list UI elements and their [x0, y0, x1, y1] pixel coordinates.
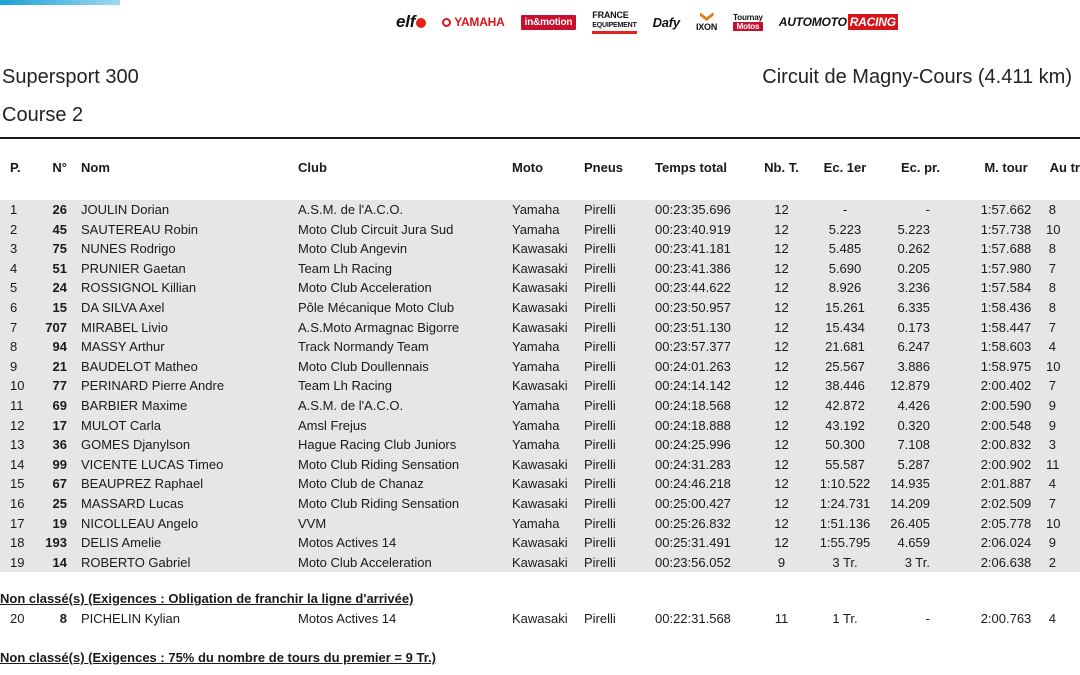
cell-pos: 2	[0, 220, 40, 240]
cell-laps: 12	[759, 474, 804, 494]
cell-at-lap: 4	[1046, 337, 1080, 357]
cell-tyres: Pirelli	[584, 455, 655, 475]
cell-moto: Yamaha	[512, 416, 584, 436]
cell-tyres: Pirelli	[584, 514, 655, 534]
cell-num: 77	[40, 376, 81, 396]
cell-at-lap: 7	[1046, 259, 1080, 279]
cell-pos: 18	[0, 533, 40, 553]
cell-best-lap: 1:57.738	[966, 220, 1046, 240]
cell-best-lap: 2:00.832	[966, 435, 1046, 455]
category-title: Supersport 300	[2, 66, 139, 88]
cell-tyres: Pirelli	[584, 278, 655, 298]
cell-laps: 12	[759, 239, 804, 259]
cell-laps: 12	[759, 298, 804, 318]
cell-name: MASSARD Lucas	[81, 494, 298, 514]
cell-name: DA SILVA Axel	[81, 298, 298, 318]
cell-num: 99	[40, 455, 81, 475]
elf-logo: elf	[396, 12, 426, 32]
cell-tyres: Pirelli	[584, 259, 655, 279]
cell-gap-first: 5.223	[804, 220, 886, 240]
cell-name: BAUDELOT Matheo	[81, 357, 298, 377]
cell-num: 24	[40, 278, 81, 298]
cell-moto: Kawasaki	[512, 318, 584, 338]
cell-total-time: 00:23:50.957	[655, 298, 759, 318]
cell-club: VVM	[298, 514, 512, 534]
col-tyres: Pneus	[584, 159, 624, 175]
table-row	[0, 220, 1080, 240]
cell-laps: 12	[759, 533, 804, 553]
cell-club: Track Normandy Team	[298, 337, 512, 357]
cell-num: 25	[40, 494, 81, 514]
cell-best-lap: 2:06.024	[966, 533, 1046, 553]
cell-gap-prev: 6.335	[886, 298, 966, 318]
cell-club: Hague Racing Club Juniors	[298, 435, 512, 455]
cell-gap-first: 1:24.731	[804, 494, 886, 514]
cell-tyres: Pirelli	[584, 396, 655, 416]
unclassified-table-1	[0, 609, 1080, 629]
cell-total-time: 00:23:41.386	[655, 259, 759, 279]
cell-tyres: Pirelli	[584, 553, 655, 573]
dafy-logo: Dafy	[652, 14, 680, 30]
cell-best-lap: 2:00.763	[980, 611, 1032, 626]
cell-moto: Yamaha	[512, 514, 584, 534]
cell-club: Motos Actives 14	[298, 533, 512, 553]
cell-tyres: Pirelli	[584, 200, 655, 220]
cell-club: Team Lh Racing	[298, 259, 512, 279]
cell-at-lap: 9	[1046, 533, 1080, 553]
cell-moto: Kawasaki	[512, 239, 584, 259]
cell-laps: 12	[759, 435, 804, 455]
table-row	[0, 494, 1080, 514]
cell-name: GOMES Djanylson	[81, 435, 298, 455]
cell-num: 75	[40, 239, 81, 259]
cell-pos: 3	[0, 239, 40, 259]
cell-tyres: Pirelli	[584, 337, 655, 357]
cell-best-lap: 2:00.548	[966, 416, 1046, 436]
cell-laps: 12	[759, 455, 804, 475]
cell-gap-first: 42.872	[804, 396, 886, 416]
cell-total-time: 00:23:35.696	[655, 200, 759, 220]
header-divider	[0, 137, 1080, 139]
table-row	[0, 396, 1080, 416]
ixon-logo: IXON	[696, 12, 717, 32]
cell-moto: Kawasaki	[512, 298, 584, 318]
cell-gap-prev: 0.205	[886, 259, 966, 279]
table-row	[0, 474, 1080, 494]
cell-gap-prev: 6.247	[886, 337, 966, 357]
cell-moto: Yamaha	[512, 220, 584, 240]
cell-gap-first: 1:51.136	[804, 514, 886, 534]
cell-pos: 14	[0, 455, 40, 475]
cell-name: ROBERTO Gabriel	[81, 553, 298, 573]
cell-tyres: Pirelli	[584, 435, 655, 455]
cell-best-lap: 1:58.447	[966, 318, 1046, 338]
table-row	[0, 435, 1080, 455]
cell-pos: 1	[0, 200, 40, 220]
cell-best-lap: 2:00.402	[966, 376, 1046, 396]
race-title: Course 2	[2, 104, 84, 126]
cell-best-lap: 1:57.584	[966, 278, 1046, 298]
cell-total-time: 00:25:00.427	[655, 494, 759, 514]
cell-gap-first: 55.587	[804, 455, 886, 475]
cell-moto: Kawasaki	[512, 455, 584, 475]
cell-pos: 8	[0, 337, 40, 357]
sponsor-bar	[0, 0, 1080, 44]
cell-best-lap: 2:00.902	[966, 455, 1046, 475]
cell-club: Moto Club Doullennais	[298, 357, 512, 377]
cell-total-time: 00:24:14.142	[655, 376, 759, 396]
cell-total-time: 00:25:26.832	[655, 514, 759, 534]
cell-at-lap: 10	[1046, 514, 1080, 534]
cell-moto: Kawasaki	[512, 494, 584, 514]
col-name: Nom	[81, 159, 110, 175]
cell-gap-first: 15.261	[804, 298, 886, 318]
cell-num: 707	[40, 318, 81, 338]
cell-tyres: Pirelli	[584, 533, 655, 553]
cell-num: 15	[40, 298, 81, 318]
col-total-time: Temps total	[655, 159, 727, 175]
cell-name: MASSY Arthur	[81, 337, 298, 357]
cell-club: Moto Club Acceleration	[298, 278, 512, 298]
cell-gap-prev: -	[886, 200, 966, 220]
cell-total-time: 00:24:18.888	[655, 416, 759, 436]
cell-pos: 4	[0, 259, 40, 279]
cell-best-lap: 2:00.590	[966, 396, 1046, 416]
cell-num: 19	[40, 514, 81, 534]
cell-gap-prev: 0.262	[886, 239, 966, 259]
cell-pos: 16	[0, 494, 40, 514]
cell-best-lap: 1:57.688	[966, 239, 1046, 259]
cell-laps: 12	[759, 259, 804, 279]
cell-moto: Kawasaki	[512, 533, 584, 553]
cell-at-lap: 8	[1046, 298, 1080, 318]
cell-moto: Yamaha	[512, 200, 584, 220]
tournay-motos-logo: Tournay Motos	[733, 13, 763, 31]
cell-gap-first: 1 Tr.	[832, 611, 858, 626]
cell-tyres: Pirelli	[584, 220, 655, 240]
cell-laps: 9	[759, 553, 804, 573]
cell-best-lap: 1:57.980	[966, 259, 1046, 279]
cell-num: 67	[40, 474, 81, 494]
col-moto: Moto	[512, 159, 544, 175]
inmotion-logo: in&motion	[521, 15, 577, 30]
cell-at-lap: 10	[1046, 357, 1080, 377]
cell-num: 14	[40, 553, 81, 573]
cell-best-lap: 2:06.638	[966, 553, 1046, 573]
cell-moto: Yamaha	[512, 435, 584, 455]
cell-at-lap: 8	[1046, 278, 1080, 298]
cell-at-lap: 7	[1046, 494, 1080, 514]
cell-total-time: 00:24:01.263	[655, 357, 759, 377]
cell-num: 94	[40, 337, 81, 357]
cell-num: 51	[40, 259, 81, 279]
cell-gap-prev: 3.886	[886, 357, 966, 377]
cell-club: Moto Club Circuit Jura Sud	[298, 220, 512, 240]
cell-laps: 12	[759, 220, 804, 240]
cell-at-lap: 8	[1046, 239, 1080, 259]
table-row	[0, 318, 1080, 338]
cell-name: ROSSIGNOL Killian	[81, 278, 298, 298]
cell-at-lap: 8	[1046, 200, 1080, 220]
cell-at-lap: 7	[1046, 376, 1080, 396]
table-row	[0, 376, 1080, 396]
cell-num: 69	[40, 396, 81, 416]
cell-pos: 7	[0, 318, 40, 338]
sponsor-logos	[396, 11, 898, 33]
results-header-row	[0, 156, 1080, 178]
col-at-lap: Au tr	[1049, 159, 1080, 175]
cell-total-time: 00:23:51.130	[655, 318, 759, 338]
cell-total-time: 00:24:18.568	[655, 396, 759, 416]
col-pos: P.	[10, 159, 21, 175]
cell-gap-prev: 14.935	[886, 474, 966, 494]
cell-laps: 12	[759, 318, 804, 338]
cell-total-time: 00:23:40.919	[655, 220, 759, 240]
cell-club: Moto Club Acceleration	[298, 553, 512, 573]
cell-pos: 13	[0, 435, 40, 455]
table-row	[0, 278, 1080, 298]
cell-club: A.S.Moto Armagnac Bigorre	[298, 318, 512, 338]
cell-num: 36	[40, 435, 81, 455]
cell-tyres: Pirelli	[584, 239, 655, 259]
cell-name: NICOLLEAU Angelo	[81, 514, 298, 534]
cell-club: A.S.M. de l'A.C.O.	[298, 396, 512, 416]
table-row	[0, 553, 1080, 573]
cell-num: 17	[40, 416, 81, 436]
table-row	[0, 357, 1080, 377]
cell-moto: Yamaha	[512, 396, 584, 416]
cell-best-lap: 1:58.975	[966, 357, 1046, 377]
cell-club: Amsl Frejus	[298, 416, 512, 436]
cell-gap-first: 1:10.522	[804, 474, 886, 494]
cell-gap-first: 15.434	[804, 318, 886, 338]
cell-name: SAUTEREAU Robin	[81, 220, 298, 240]
col-laps: Nb. T.	[764, 159, 799, 175]
cell-gap-first: 43.192	[804, 416, 886, 436]
circuit-title: Circuit de Magny-Cours (4.411 km)	[762, 66, 1072, 88]
cell-pos: 20	[10, 611, 25, 626]
cell-gap-prev: 5.287	[886, 455, 966, 475]
cell-club: Moto Club de Chanaz	[298, 474, 512, 494]
cell-gap-first: 8.926	[804, 278, 886, 298]
cell-laps: 12	[759, 357, 804, 377]
cell-name: PICHELIN Kylian	[81, 611, 180, 626]
cell-tyres: Pirelli	[584, 416, 655, 436]
cell-at-lap: 11	[1046, 455, 1080, 475]
corner-accent	[0, 0, 120, 5]
cell-total-time: 00:24:25.996	[655, 435, 759, 455]
cell-num: 45	[40, 220, 81, 240]
results-table	[0, 156, 1080, 572]
cell-at-lap: 9	[1046, 396, 1080, 416]
table-row	[0, 455, 1080, 475]
table-row	[0, 514, 1080, 534]
table-row	[0, 609, 1080, 629]
table-row	[0, 337, 1080, 357]
table-row	[0, 533, 1080, 553]
cell-moto: Yamaha	[512, 357, 584, 377]
cell-total-time: 00:23:41.181	[655, 239, 759, 259]
cell-gap-first: 25.567	[804, 357, 886, 377]
automoto-racing-logo: AUTOMOTO RACING	[778, 15, 896, 29]
cell-moto: Yamaha	[512, 337, 584, 357]
cell-laps: 12	[759, 337, 804, 357]
cell-pos: 5	[0, 278, 40, 298]
cell-total-time: 00:24:46.218	[655, 474, 759, 494]
cell-club: Moto Club Riding Sensation	[298, 494, 512, 514]
cell-at-lap: 9	[1046, 416, 1080, 436]
cell-pos: 15	[0, 474, 40, 494]
cell-gap-first: 38.446	[804, 376, 886, 396]
unclassified-title-1: Non classé(s) (Exigences : Obligation de franchir la ligne d'arrivée)	[0, 591, 414, 606]
cell-laps: 12	[759, 416, 804, 436]
cell-gap-prev: 0.320	[886, 416, 966, 436]
cell-tyres: Pirelli	[584, 376, 655, 396]
cell-name: MULOT Carla	[81, 416, 298, 436]
cell-pos: 9	[0, 357, 40, 377]
cell-gap-first: 5.485	[804, 239, 886, 259]
cell-gap-prev: 26.405	[886, 514, 966, 534]
cell-name: BEAUPREZ Raphael	[81, 474, 298, 494]
cell-total-time: 00:24:31.283	[655, 455, 759, 475]
cell-pos: 11	[0, 396, 40, 416]
cell-laps: 12	[759, 514, 804, 534]
table-row	[0, 200, 1080, 220]
header-spacer	[0, 178, 1080, 200]
cell-gap-first: 21.681	[804, 337, 886, 357]
cell-laps: 12	[759, 278, 804, 298]
cell-moto: Kawasaki	[512, 278, 584, 298]
cell-name: PRUNIER Gaetan	[81, 259, 298, 279]
cell-laps: 11	[774, 611, 789, 626]
cell-club: Moto Club Riding Sensation	[298, 455, 512, 475]
cell-gap-prev: 0.173	[886, 318, 966, 338]
cell-name: MIRABEL Livio	[81, 318, 298, 338]
cell-at-lap: 2	[1046, 553, 1080, 573]
cell-name: BARBIER Maxime	[81, 396, 298, 416]
cell-name: JOULIN Dorian	[81, 200, 298, 220]
cell-num: 21	[40, 357, 81, 377]
table-row	[0, 416, 1080, 436]
cell-tyres: Pirelli	[584, 611, 616, 626]
table-row	[0, 259, 1080, 279]
cell-gap-prev: 12.879	[886, 376, 966, 396]
cell-laps: 12	[759, 376, 804, 396]
cell-moto: Kawasaki	[512, 611, 568, 626]
cell-gap-first: 50.300	[804, 435, 886, 455]
cell-tyres: Pirelli	[584, 494, 655, 514]
cell-best-lap: 2:05.778	[966, 514, 1046, 534]
cell-num: 26	[40, 200, 81, 220]
col-gap-first: Ec. 1er	[823, 159, 867, 175]
cell-laps: 12	[759, 396, 804, 416]
cell-pos: 19	[0, 553, 40, 573]
cell-num: 8	[59, 611, 67, 626]
cell-name: NUNES Rodrigo	[81, 239, 298, 259]
yamaha-logo: YAMAHA	[442, 15, 504, 29]
cell-club: Pôle Mécanique Moto Club	[298, 298, 512, 318]
cell-gap-prev: 3 Tr.	[886, 553, 966, 573]
cell-tyres: Pirelli	[584, 318, 655, 338]
cell-tyres: Pirelli	[584, 298, 655, 318]
col-gap-prev: Ec. pr.	[900, 159, 940, 175]
cell-total-time: 00:25:31.491	[655, 533, 759, 553]
cell-total-time: 00:23:56.052	[655, 553, 759, 573]
col-num: N°	[52, 159, 67, 175]
cell-club: A.S.M. de l'A.C.O.	[298, 200, 512, 220]
cell-pos: 12	[0, 416, 40, 436]
cell-gap-prev: 5.223	[886, 220, 966, 240]
cell-gap-prev: 7.108	[886, 435, 966, 455]
table-row	[0, 239, 1080, 259]
cell-best-lap: 2:02.509	[966, 494, 1046, 514]
cell-gap-first: 3 Tr.	[804, 553, 886, 573]
cell-best-lap: 2:01.887	[966, 474, 1046, 494]
cell-pos: 10	[0, 376, 40, 396]
cell-name: PERINARD Pierre Andre	[81, 376, 298, 396]
cell-name: VICENTE LUCAS Timeo	[81, 455, 298, 475]
cell-tyres: Pirelli	[584, 474, 655, 494]
cell-at-lap: 4	[1046, 474, 1080, 494]
cell-num: 193	[40, 533, 81, 553]
cell-total-time: 00:23:57.377	[655, 337, 759, 357]
cell-gap-first: -	[804, 200, 886, 220]
cell-gap-prev: 4.659	[886, 533, 966, 553]
cell-at-lap: 4	[1048, 611, 1056, 626]
cell-pos: 6	[0, 298, 40, 318]
cell-laps: 12	[759, 200, 804, 220]
cell-gap-prev: -	[925, 611, 930, 626]
cell-gap-prev: 4.426	[886, 396, 966, 416]
unclassified-title-2: Non classé(s) (Exigences : 75% du nombre de tours du premier = 9 Tr.)	[0, 650, 436, 665]
cell-gap-first: 1:55.795	[804, 533, 886, 553]
cell-at-lap: 3	[1046, 435, 1080, 455]
cell-pos: 17	[0, 514, 40, 534]
col-club: Club	[298, 159, 327, 175]
cell-best-lap: 1:58.603	[966, 337, 1046, 357]
cell-at-lap: 10	[1046, 220, 1080, 240]
cell-club: Motos Actives 14	[298, 611, 397, 626]
cell-total-time: 00:22:31.568	[655, 611, 731, 626]
cell-moto: Kawasaki	[512, 376, 584, 396]
results-body	[0, 178, 1080, 572]
cell-gap-first: 5.690	[804, 259, 886, 279]
cell-moto: Kawasaki	[512, 553, 584, 573]
france-equipement-logo: FRANCE EQUIPEMENT	[592, 11, 636, 34]
cell-gap-prev: 14.209	[886, 494, 966, 514]
col-best-lap: M. tour	[984, 159, 1028, 175]
cell-moto: Kawasaki	[512, 474, 584, 494]
cell-club: Team Lh Racing	[298, 376, 512, 396]
cell-name: DELIS Amelie	[81, 533, 298, 553]
cell-moto: Kawasaki	[512, 259, 584, 279]
cell-laps: 12	[759, 494, 804, 514]
cell-gap-prev: 3.236	[886, 278, 966, 298]
cell-club: Moto Club Angevin	[298, 239, 512, 259]
cell-at-lap: 7	[1046, 318, 1080, 338]
cell-best-lap: 1:57.662	[966, 200, 1046, 220]
cell-tyres: Pirelli	[584, 357, 655, 377]
cell-best-lap: 1:58.436	[966, 298, 1046, 318]
cell-total-time: 00:23:44.622	[655, 278, 759, 298]
table-row	[0, 298, 1080, 318]
